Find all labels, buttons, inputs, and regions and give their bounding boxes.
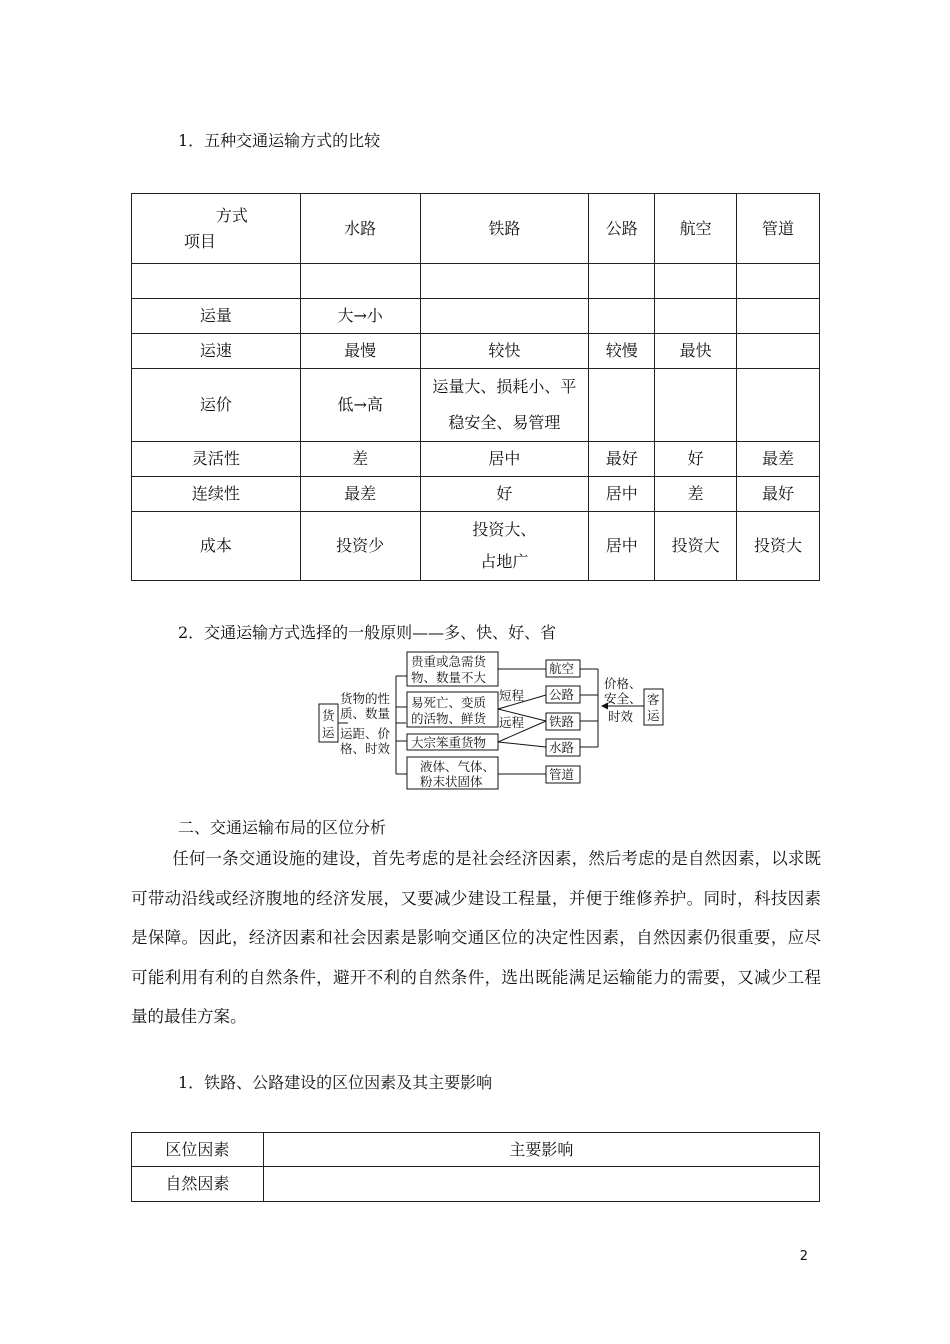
- table-cell: [420, 299, 589, 334]
- header-corner-bottom: 项目: [183, 231, 216, 251]
- passenger-factors: 安全、: [604, 691, 642, 706]
- table-cell: 差: [300, 442, 420, 477]
- table-cell: [655, 369, 737, 442]
- table-cell: 大→小: [300, 299, 420, 334]
- column-header: 水路: [300, 194, 420, 264]
- header-corner-cell: [132, 194, 301, 264]
- table-row: [132, 1167, 820, 1202]
- transport-comparison-table: [131, 193, 820, 581]
- table-row: [132, 369, 820, 442]
- table-cell: 差: [655, 477, 737, 512]
- section2-heading: 2．交通运输方式选择的一般原则——多、快、好、省: [178, 623, 557, 642]
- mode-label: 管道: [549, 767, 575, 782]
- railway-cost-line: 占地广: [480, 552, 529, 571]
- goods-label: 粉末状固体: [420, 774, 483, 789]
- row-label: 运价: [132, 369, 301, 442]
- railway-cost-line: 投资大、: [472, 520, 537, 539]
- table-cell: [655, 299, 737, 334]
- table-cell: [589, 299, 655, 334]
- location-factors-table: [131, 1132, 820, 1202]
- table-row: [132, 334, 820, 369]
- row-label: 连续性: [132, 477, 301, 512]
- table-cell-railway-price: [420, 369, 589, 442]
- cargo-label: 运: [322, 725, 335, 740]
- goods-label: 贵重或急需货: [411, 654, 487, 669]
- table-cell: [589, 369, 655, 442]
- railway-price-line: 运量大、损耗小、平: [432, 377, 577, 396]
- table-cell: 投资少: [300, 512, 420, 581]
- table-cell: [300, 264, 420, 299]
- row-label: 自然因素: [132, 1167, 264, 1202]
- table-row: [132, 442, 820, 477]
- table-cell: 最差: [300, 477, 420, 512]
- cargo-label: 货: [322, 708, 335, 723]
- page-number: 2: [799, 1249, 808, 1264]
- table-cell: [655, 264, 737, 299]
- short-distance-label: 短程: [499, 688, 525, 703]
- row-label: 成本: [132, 512, 301, 581]
- table-cell: 最差: [737, 442, 820, 477]
- table-cell: 最好: [589, 442, 655, 477]
- table-cell: 较快: [420, 334, 589, 369]
- table-cell: [737, 299, 820, 334]
- cargo-factors: 货物的性: [340, 691, 391, 706]
- table-cell: [737, 369, 820, 442]
- table-cell-railway-cost: [420, 512, 589, 581]
- row-label: [132, 264, 301, 299]
- table-cell: 较慢: [589, 334, 655, 369]
- section3-heading: 二、交通运输布局的区位分析: [178, 818, 387, 837]
- goods-label: 物、数量不大: [411, 670, 487, 685]
- table-cell: 好: [420, 477, 589, 512]
- table-cell: 最快: [655, 334, 737, 369]
- passenger-factors: 价格、: [604, 676, 642, 691]
- railway-price-line: 稳安全、易管理: [448, 413, 561, 432]
- column-header: 航空: [655, 194, 737, 264]
- cargo-factors: 质、数量: [340, 706, 391, 721]
- table-row: [132, 299, 820, 334]
- column-header: 管道: [737, 194, 820, 264]
- cargo-factors: 运距、价: [340, 726, 391, 741]
- table-cell: 最慢: [300, 334, 420, 369]
- mode-label: 水路: [549, 740, 575, 755]
- table-cell: [589, 264, 655, 299]
- column-header: 区位因素: [132, 1133, 264, 1167]
- table-cell: [737, 264, 820, 299]
- goods-label: 的活物、鲜货: [411, 711, 487, 726]
- header-corner-top: 方式: [215, 205, 248, 225]
- table-row: [132, 264, 820, 299]
- mode-label: 航空: [549, 661, 575, 676]
- table-cell: 低→高: [300, 369, 420, 442]
- table-cell: 最好: [737, 477, 820, 512]
- table-cell: [420, 264, 589, 299]
- table-cell: [737, 334, 820, 369]
- row-label: 灵活性: [132, 442, 301, 477]
- table-cell: 居中: [589, 512, 655, 581]
- passenger-label: 客: [647, 692, 660, 707]
- table-row: [132, 477, 820, 512]
- column-header: 铁路: [420, 194, 589, 264]
- section4-heading: 1．铁路、公路建设的区位因素及其主要影响: [178, 1073, 493, 1092]
- transport-choice-diagram: [318, 648, 666, 798]
- passenger-factors: 时效: [608, 709, 634, 724]
- table-cell: 居中: [420, 442, 589, 477]
- goods-label: 大宗笨重货物: [411, 735, 487, 750]
- table-cell: 好: [655, 442, 737, 477]
- mode-label: 铁路: [549, 714, 575, 729]
- goods-label: 液体、气体、: [420, 759, 496, 774]
- table-cell: 居中: [589, 477, 655, 512]
- cargo-factors: 格、时效: [340, 741, 391, 756]
- table-cell: 投资大: [737, 512, 820, 581]
- table-cell: [263, 1167, 819, 1202]
- section3-paragraph: 任何一条交通设施的建设，首先考虑的是社会经济因素，然后考虑的是自然因素，以求既可带动沿线或经济腹地的经济发展，又要减少建设工程量，并便于维修养护。同时，科技因素是保障。因此，经济因素和社会因素是影响交通区位的决定性因素，自然因素仍很重要，应尽可能利用有利的自然条件，避开不利的自然条件，选出既能满足运输能力的需要，又减少工程量的最佳方案。: [131, 849, 821, 1026]
- table-cell: 投资大: [655, 512, 737, 581]
- row-label: 运速: [132, 334, 301, 369]
- section1-heading: 1．五种交通运输方式的比较: [178, 131, 381, 150]
- passenger-label: 运: [647, 708, 660, 723]
- mode-label: 公路: [549, 687, 575, 702]
- column-header: 主要影响: [263, 1133, 819, 1167]
- table-row: [132, 512, 820, 581]
- column-header: 公路: [589, 194, 655, 264]
- goods-label: 易死亡、变质: [411, 695, 487, 710]
- row-label: 运量: [132, 299, 301, 334]
- long-distance-label: 远程: [499, 715, 525, 730]
